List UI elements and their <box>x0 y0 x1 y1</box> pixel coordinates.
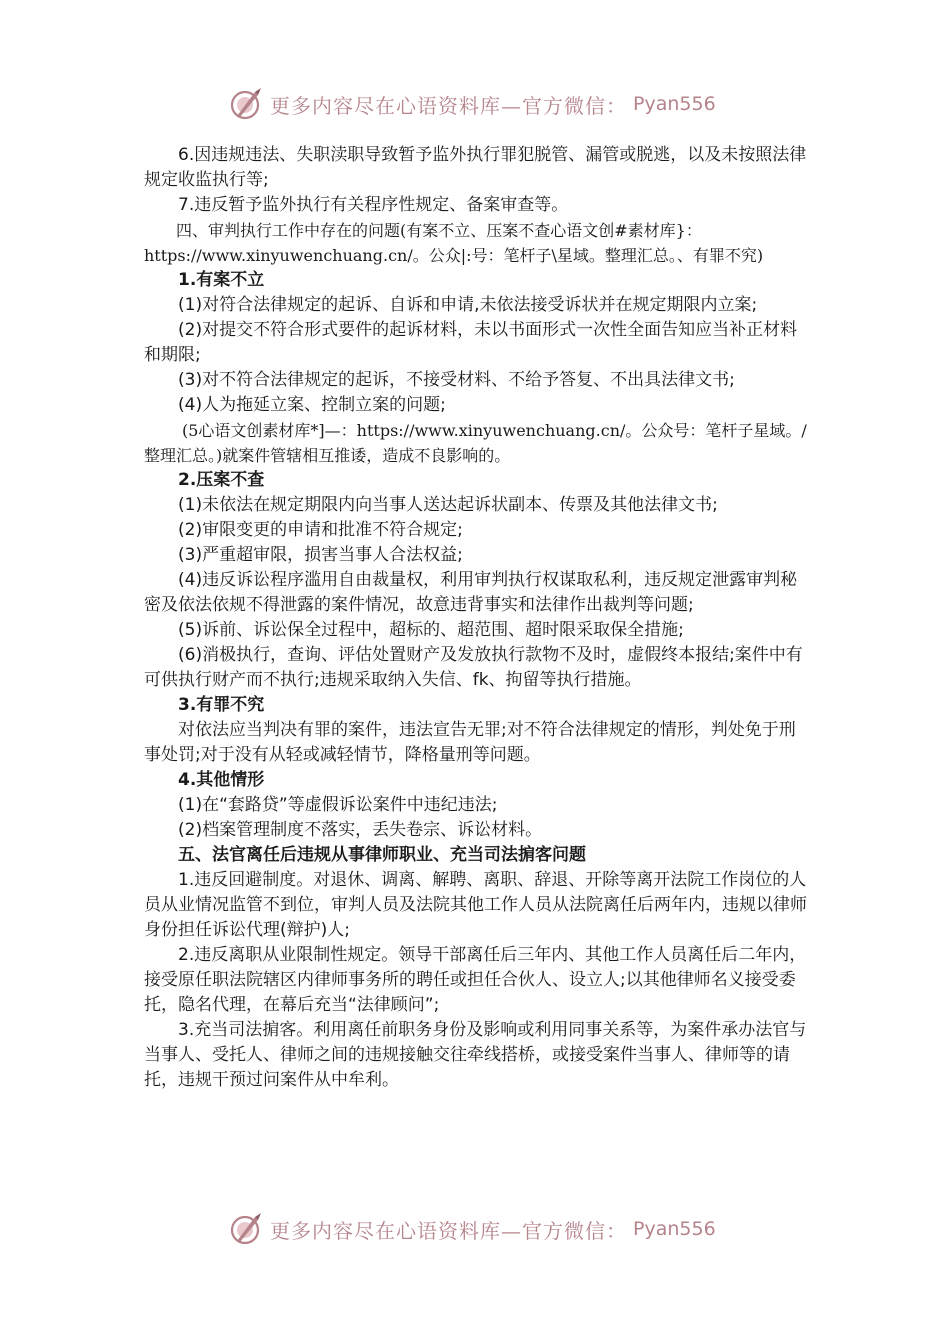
banner-wechat-id: Pyan556 <box>633 93 716 115</box>
banner-text: 更多内容尽在心语资料库—官方微信： <box>270 93 627 118</box>
paragraph: (2)档案管理制度不落实，丢失卷宗、诉讼材料。 <box>178 820 543 840</box>
section-heading: 3.有罪不究 <box>178 695 265 715</box>
paragraph: (1)对符合法律规定的起诉、自诉和申请,未依法接受诉状并在规定期限内立案; <box>178 295 758 315</box>
paragraph: 3.充当司法掮客。利用离任前职务身份及影响或利用同事关系等，为案件承办法官与当事人、受托人、律师之间的违规接触交往牵线搭桥，或接受案件当事人、律师等的请托，违规干预过问案件从中牟利。 <box>144 1020 807 1090</box>
paragraph: (6)消极执行，查询、评估处置财产及发放执行款物不及时，虚假终本报结;案件中有可供执行财产而不执行;违规采取纳入失信、fk、拘留等执行措施。 <box>144 645 803 690</box>
quill-logo-icon <box>228 86 264 122</box>
paragraph: (4)人为拖延立案、控制立案的问题; <box>178 395 446 415</box>
section-heading: 2.压案不查 <box>178 470 265 490</box>
paragraph: (1)未依法在规定期限内向当事人送达起诉状副本、传票及其他法律文书; <box>178 495 718 515</box>
document-body <box>144 143 810 1093</box>
footer-watermark-banner <box>228 1209 716 1249</box>
paragraph: (2)审限变更的申请和批准不符合规定; <box>178 520 463 540</box>
paragraph: 四、审判执行工作中存在的问题(有案不立、压案不查心语文创#素材库}：https://www.xinyuwenchuang.cn/。公众|:号：笔杆子\星域。整理汇总。、有罪不究) <box>144 221 764 265</box>
paragraph: (1)在“套路贷”等虚假诉讼案件中违纪违法; <box>178 795 498 815</box>
paragraph: (5)诉前、诉讼保全过程中，超标的、超范围、超时限采取保全措施; <box>178 620 684 640</box>
paragraph: (4)违反诉讼程序滥用自由裁量权，利用审判执行权谋取私利，违反规定泄露审判秘密及依法依规不得泄露的案件情况，故意违背事实和法律作出裁判等问题; <box>144 570 798 615</box>
banner-wechat-id: Pyan556 <box>633 1218 716 1240</box>
section-heading: 1.有案不立 <box>178 270 265 290</box>
paragraph: (3)严重超审限，损害当事人合法权益; <box>178 545 463 565</box>
paragraph: 对依法应当判决有罪的案件，违法宣告无罪;对不符合法律规定的情形，判处免于刑事处罚;对于没有从轻或减轻情节，降格量刑等问题。 <box>144 720 796 765</box>
header-watermark-banner <box>228 84 716 124</box>
quill-logo-icon <box>228 1211 264 1247</box>
section-heading: 4.其他情形 <box>178 770 265 790</box>
paragraph: (5心语文创素材库*]—：https://www.xinyuwenchuang.cn/。公众号：笔杆子星域。/整理汇总。)就案件管辖相互推诿，造成不良影响的。 <box>144 421 807 465</box>
chapter-heading: 五、法官离任后违规从事律师职业、充当司法掮客问题 <box>178 845 586 865</box>
paragraph: (3)对不符合法律规定的起诉，不接受材料、不给予答复、不出具法律文书; <box>178 370 735 390</box>
paragraph: 2.违反离职从业限制性规定。领导干部离任后三年内、其他工作人员离任后二年内，接受原任职法院辖区内律师事务所的聘任或担任合伙人、设立人;以其他律师名义接受委托，隐名代理，在幕后充当“法律顾问”; <box>144 945 807 1015</box>
paragraph: 1.违反回避制度。对退休、调离、解聘、离职、辞退、开除等离开法院工作岗位的人员从业情况监管不到位，审判人员及法院其他工作人员从法院离任后两年内，违规以律师身份担任诉讼代理(辩护)人; <box>144 870 807 940</box>
paragraph: 6.因违规违法、失职渎职导致暂予监外执行罪犯脱管、漏管或脱逃，以及未按照法律规定收监执行等; <box>144 145 807 190</box>
paragraph: 7.违反暂予监外执行有关程序性规定、备案审查等。 <box>178 195 569 215</box>
banner-text: 更多内容尽在心语资料库—官方微信： <box>270 1218 627 1243</box>
paragraph: (2)对提交不符合形式要件的起诉材料，未以书面形式一次性全面告知应当补正材料和期限; <box>144 320 798 365</box>
